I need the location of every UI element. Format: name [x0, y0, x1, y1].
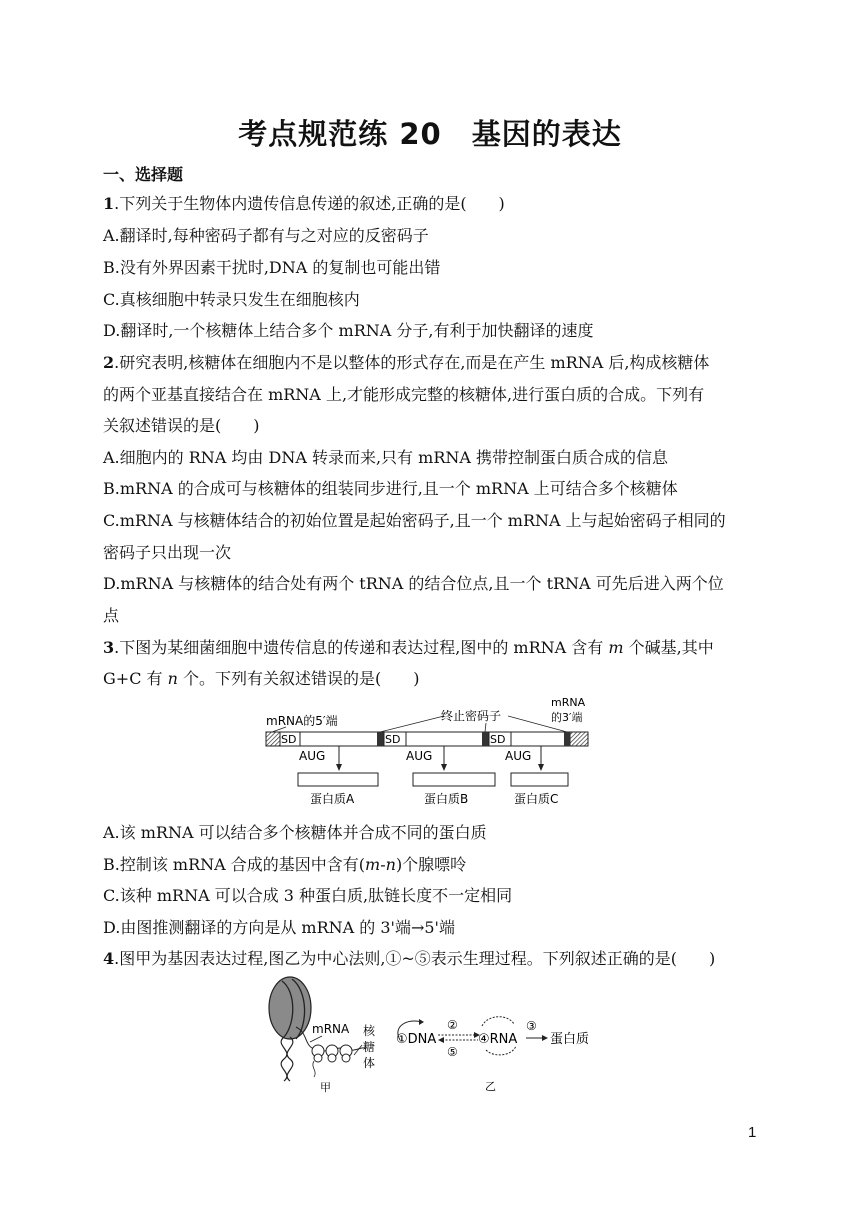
mrna-3-end-label-line1: mRNA: [551, 696, 586, 709]
rna-node: ④RNA: [478, 1032, 518, 1047]
sd-label-1: SD: [281, 733, 297, 746]
protein-b-box: [413, 773, 495, 786]
protein-a-box: [298, 773, 378, 786]
ribosome-label-3: 体: [363, 1056, 376, 1070]
question-3-stem-line2: G+C 有 n 个。下列有关叙述错误的是( ): [103, 669, 420, 688]
process-5-label: ⑤: [447, 1045, 458, 1059]
question-1-option-a: A.翻译时,每种密码子都有与之对应的反密码子: [103, 226, 429, 245]
mrna-3-end-hatch: [570, 732, 588, 746]
protein-a-label: 蛋白质A: [310, 792, 355, 806]
question-2-option-d-line1: D.mRNA 与核糖体的结合处有两个 tRNA 的结合位点,且一个 tRNA 可先后进入两个位: [103, 574, 724, 593]
sd-label-3: SD: [490, 733, 506, 746]
mrna-strip: [266, 732, 588, 746]
question-2-option-c-line1: C.mRNA 与核糖体结合的初始位置是起始密码子,且一个 mRNA 上与起始密码子相同的: [103, 511, 726, 530]
stop-codon-label: 终止密码子: [441, 709, 502, 723]
question-3-option-b: B.控制该 mRNA 合成的基因中含有(m-n)个腺嘌呤: [103, 855, 467, 874]
question-2-stem-line2: 的两个亚基直接结合在 mRNA 上,才能形成完整的核糖体,进行蛋白质的合成。下列有: [103, 385, 705, 404]
gene-expression-figure-jia: [262, 975, 397, 1095]
mrna-5-end-label: mRNA的5′端: [266, 714, 338, 728]
question-2-stem-line1: 2.研究表明,核糖体在细胞内不是以整体的形式存在,而是在产生 mRNA 后,构成核糖体: [103, 353, 710, 372]
question-1-option-b: B.没有外界因素干扰时,DNA 的复制也可能出错: [103, 258, 441, 277]
aug-label-1: AUG: [299, 749, 326, 763]
question-3-stem-line1: 3.下图为某细菌细胞中遗传信息的传递和表达过程,图中的 mRNA 含有 m 个碱基,其中: [103, 638, 714, 657]
aug-label-2: AUG: [406, 749, 433, 763]
mrna-3-end-label-line2: 的3′端: [551, 711, 583, 724]
central-dogma-figure-yi: [390, 1012, 600, 1092]
section-heading: 一、选择题: [103, 165, 184, 184]
mrna-5-end-hatch: [266, 732, 280, 746]
question-2-option-b: B.mRNA 的合成可与核糖体的组装同步进行,且一个 mRNA 上可结合多个核糖体: [103, 479, 678, 498]
process-3-label: ③: [526, 1019, 537, 1033]
mrna-translation-figure: [258, 694, 598, 812]
process-2-label: ②: [447, 1018, 458, 1032]
question-1-stem: 1.下列关于生物体内遗传信息传递的叙述,正确的是( ): [103, 194, 505, 213]
figure-jia-label: 甲: [320, 1081, 331, 1094]
protein-b-label: 蛋白质B: [424, 792, 469, 806]
mrna-label: mRNA: [312, 1022, 350, 1036]
question-1-option-d: D.翻译时,一个核糖体上结合多个 mRNA 分子,有利于加快翻译的速度: [103, 321, 594, 340]
sd-label-2: SD: [385, 733, 401, 746]
page-title: 考点规范练 20 基因的表达: [238, 117, 622, 151]
stop-codon-3: [564, 732, 570, 746]
figure-yi-label: 乙: [485, 1080, 496, 1092]
question-1-option-c: C.真核细胞中转录只发生在细胞核内: [103, 290, 360, 309]
question-2-option-a: A.细胞内的 RNA 均由 DNA 转录而来,只有 mRNA 携带控制蛋白质合成的信息: [103, 448, 669, 467]
protein-node: 蛋白质: [550, 1032, 590, 1047]
question-2-option-c-line2: 密码子只出现一次: [103, 543, 232, 562]
ribosome-label-1: 核: [363, 1024, 376, 1038]
dna-node: ①DNA: [396, 1032, 437, 1047]
question-3-option-c: C.该种 mRNA 可以合成 3 种蛋白质,肽链长度不一定相同: [103, 886, 513, 905]
question-2-option-d-line2: 点: [103, 606, 120, 625]
protein-c-box: [511, 773, 568, 786]
page-number: 1: [748, 1124, 757, 1141]
protein-c-label: 蛋白质C: [514, 792, 559, 806]
aug-label-3: AUG: [505, 749, 532, 763]
ribosome-label-2: 糖: [363, 1040, 376, 1054]
question-4-stem: 4.图甲为基因表达过程,图乙为中心法则,①~⑤表示生理过程。下列叙述正确的是( ): [103, 949, 716, 968]
stop-codon-1: [377, 732, 384, 746]
question-3-option-d: D.由图推测翻译的方向是从 mRNA 的 3'端→5'端: [103, 918, 455, 937]
question-3-option-a: A.该 mRNA 可以结合多个核糖体并合成不同的蛋白质: [103, 823, 487, 842]
stop-codon-2: [482, 732, 489, 746]
question-2-stem-line3: 关叙述错误的是( ): [103, 416, 260, 435]
